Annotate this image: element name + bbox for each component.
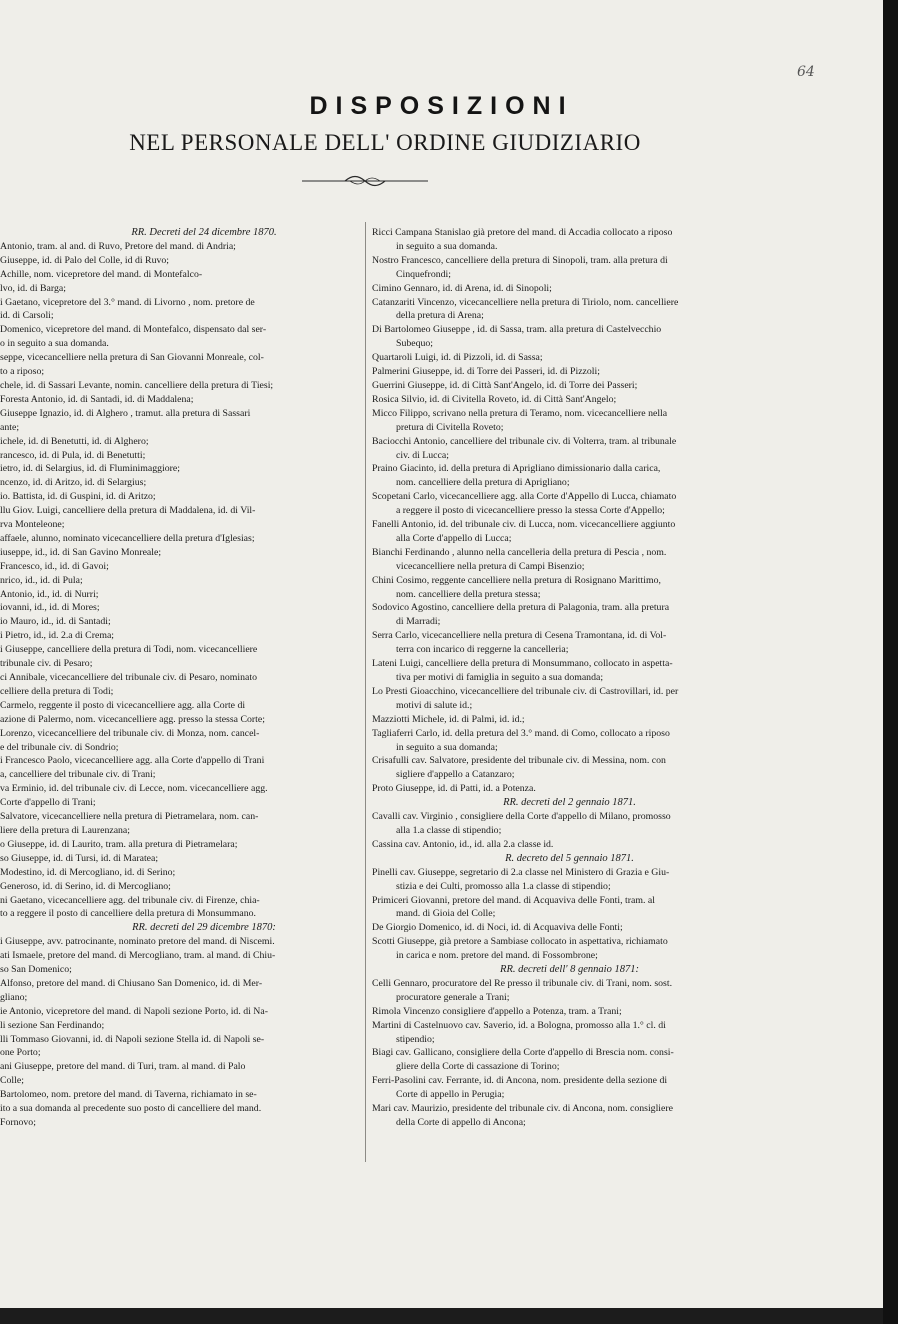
text-line: Giuseppe Ignazio, id. di Alghero , tramut. alla pretura di Sassari bbox=[0, 407, 251, 419]
text-line: i Francesco Paolo, vicecancelliere agg. alla Corte d'appello di Trani bbox=[0, 755, 265, 767]
text-line: tiva per motivi di famiglia in seguito a sua domanda; bbox=[396, 672, 604, 683]
text-line: Catanzariti Vincenzo, vicecancelliere nella pretura di Tiriolo, nom. cancelliere bbox=[372, 296, 679, 308]
text-line: pretura di Civitella Roveto; bbox=[396, 421, 504, 433]
text-line: stipendio; bbox=[396, 1033, 435, 1045]
text-line: vicecancelliere nella pretura di Campi Bisenzio; bbox=[396, 560, 585, 572]
text-line: ante; bbox=[0, 421, 20, 433]
ornament-divider-icon bbox=[300, 174, 430, 188]
text-line: ni Gaetano, vicecancelliere agg. del tribunale civ. di Firenze, chia- bbox=[0, 894, 260, 906]
text-line: nrico, id., id. di Pula; bbox=[0, 574, 83, 586]
text-line: iovanni, id., id. di Mores; bbox=[0, 602, 100, 614]
text-line: Bartolomeo, nom. pretore del mand. di Taverna, richiamato in se- bbox=[0, 1089, 257, 1101]
text-line: chele, id. di Sassari Levante, nomin. cancelliere della pretura di Tiesi; bbox=[0, 379, 274, 391]
text-line: Mari cav. Maurizio, presidente del tribunale civ. di Ancona, nom. consigliere bbox=[372, 1103, 673, 1115]
text-line: liere della pretura di Laurenzana; bbox=[0, 824, 131, 836]
text-line: Praino Giacinto, id. della pretura di Aprigliano dimissionario dalla carica, bbox=[372, 463, 661, 475]
text-line: in seguito a sua domanda; bbox=[396, 741, 498, 753]
text-line: Cassina cav. Antonio, id., id. alla 2.a classe id. bbox=[372, 838, 554, 850]
decree-heading: R. decreto del 5 gennaio 1871. bbox=[505, 852, 634, 864]
text-line: Rosica Silvio, id. di Civitella Roveto, id. di Città Sant'Angelo; bbox=[372, 393, 617, 405]
text-line: so San Domenico; bbox=[0, 964, 72, 976]
scan-border-bottom bbox=[0, 1308, 898, 1324]
text-line: Nostro Francesco, cancelliere della pretura di Sinopoli, tram. alla pretura di bbox=[372, 254, 668, 266]
right-column bbox=[372, 226, 767, 1130]
text-line: ci Annibale, vicecancelliere del tribunale civ. di Pesaro, nominato bbox=[0, 672, 257, 683]
text-line: Ferri-Pasolini cav. Ferrante, id. di Ancona, nom. presidente della sezione di bbox=[372, 1075, 668, 1087]
text-line: lli Tommaso Giovanni, id. di Napoli sezione Stella id. di Napoli se- bbox=[0, 1033, 265, 1045]
text-line: id. di Carsoli; bbox=[0, 310, 54, 322]
text-line: Alfonso, pretore del mand. di Chiusano San Domenico, id. di Mer- bbox=[0, 977, 263, 989]
text-line: Lorenzo, vicecancelliere del tribunale civ. di Monza, nom. cancel- bbox=[0, 727, 260, 739]
text-line: o Giuseppe, id. di Laurito, tram. alla pretura di Pietramelara; bbox=[0, 838, 238, 850]
text-line: in carica e nom. pretore del mand. di Fossombrone; bbox=[396, 950, 598, 962]
text-line: Cavalli cav. Virginio , consigliere della Corte d'appello di Milano, promosso bbox=[372, 811, 671, 823]
text-line: a reggere il posto di vicecancelliere presso la stessa Corte d'Appello; bbox=[396, 505, 665, 517]
text-line: Scotti Giuseppe, già pretore a Sambiase collocato in aspettativa, richiamato bbox=[372, 936, 668, 948]
decree-heading: RR. decreti del 2 gennaio 1871. bbox=[503, 797, 636, 809]
text-line: Celli Gennaro, procuratore del Re presso il tribunale civ. di Trani, nom. sost. bbox=[372, 977, 673, 989]
text-line: gliano; bbox=[0, 991, 28, 1003]
text-line: gliere della Corte di cassazione di Torino; bbox=[396, 1061, 560, 1073]
text-line: alla Corte d'appello di Lucca; bbox=[396, 532, 512, 544]
text-line: civ. di Lucca; bbox=[396, 449, 449, 461]
text-line: Generoso, id. di Serino, id. di Mercogliano; bbox=[0, 880, 171, 892]
text-line: rva Monteleone; bbox=[0, 519, 65, 531]
text-line: Lateni Luigi, cancelliere della pretura di Monsummano, collocato in aspetta- bbox=[372, 658, 673, 670]
text-line: ichele, id. di Benetutti, id. di Alghero; bbox=[0, 435, 149, 447]
text-line: Antonio, tram. al and. di Ruvo, Pretore del mand. di Andria; bbox=[0, 240, 236, 252]
text-line: Colle; bbox=[0, 1075, 24, 1087]
text-line: lvo, id. di Barga; bbox=[0, 282, 66, 294]
text-line: Crisafulli cav. Salvatore, presidente del tribunale civ. di Messina, nom. con bbox=[372, 755, 666, 767]
text-line: Fanelli Antonio, id. del tribunale civ. di Lucca, nom. vicecancelliere aggiunto bbox=[372, 519, 676, 531]
text-line: Sodovico Agostino, cancelliere della pretura di Palagonia, tram. alla pretura bbox=[372, 602, 670, 614]
text-line: tribunale civ. di Pesaro; bbox=[0, 658, 93, 670]
text-line: della pretura di Arena; bbox=[396, 310, 484, 322]
text-line: Guerrini Giuseppe, id. di Città Sant'Angelo, id. di Torre dei Passeri; bbox=[372, 379, 638, 391]
text-line: to a reggere il posto di cancelliere della pretura di Monsummano. bbox=[0, 908, 256, 920]
text-line: Palmerini Giuseppe, id. di Torre dei Passeri, id. di Pizzoli; bbox=[372, 366, 600, 378]
text-line: Scopetani Carlo, vicecancelliere agg. alla Corte d'Appello di Lucca, chiamato bbox=[372, 491, 677, 503]
text-line: a, cancelliere del tribunale civ. di Trani; bbox=[0, 769, 156, 781]
text-line: Corte d'appello di Trani; bbox=[0, 797, 96, 809]
text-line: Rimola Vincenzo consigliere d'appello a Potenza, tram. a Trani; bbox=[372, 1005, 622, 1017]
text-line: De Giorgio Domenico, id. di Noci, id. di Acquaviva delle Fonti; bbox=[372, 922, 623, 934]
text-line: Bianchi Ferdinando , alunno nella cancelleria della pretura di Pescia , nom. bbox=[372, 546, 667, 558]
text-line: io. Battista, id. di Guspini, id. di Aritzo; bbox=[0, 491, 156, 503]
text-line: ati Ismaele, pretore del mand. di Mercogliano, tram. al mand. di Chiu- bbox=[0, 950, 276, 962]
text-line: Fornovo; bbox=[0, 1117, 36, 1128]
text-line: ito a sua domanda al precedente suo posto di cancelliere del mand. bbox=[0, 1103, 262, 1115]
text-line: Domenico, vicepretore del mand. di Montefalco, dispensato dal ser- bbox=[0, 324, 267, 336]
text-line: Micco Filippo, scrivano nella pretura di Teramo, nom. vicecancelliere nella bbox=[372, 407, 668, 419]
decree-heading: RR. decreti del 29 dicembre 1870: bbox=[132, 922, 276, 934]
text-line: Cimino Gennaro, id. di Arena, id. di Sinopoli; bbox=[372, 282, 552, 294]
text-line: Biagi cav. Gallicano, consigliere della Corte d'appello di Brescia nom. consi- bbox=[372, 1047, 674, 1059]
text-line: va Erminio, id. del tribunale civ. di Lecce, nom. vicecancelliere agg. bbox=[0, 783, 268, 795]
text-line: azione di Palermo, nom. vicecancelliere agg. presso la stessa Corte; bbox=[0, 713, 265, 725]
text-line: motivi di salute id.; bbox=[396, 699, 473, 711]
text-line: ani Giuseppe, pretore del mand. di Turi, tram. al mand. di Palo bbox=[0, 1061, 246, 1073]
text-line: to a riposo; bbox=[0, 366, 45, 378]
text-line: sigliere d'appello a Catanzaro; bbox=[396, 769, 515, 781]
text-line: e del tribunale civ. di Sondrio; bbox=[0, 741, 119, 753]
text-line: Baciocchi Antonio, cancelliere del tribunale civ. di Volterra, tram. al tribunale bbox=[372, 435, 677, 447]
text-line: stizia e dei Culti, promosso alla 1.a classe di stipendio; bbox=[396, 880, 611, 892]
decree-heading: RR. Decreti del 24 dicembre 1870. bbox=[131, 227, 277, 238]
text-line: io Mauro, id., id. di Santadi; bbox=[0, 616, 111, 628]
text-line: Cinquefrondi; bbox=[396, 268, 451, 280]
text-line: Carmelo, reggente il posto di vicecancelliere agg. alla Corte di bbox=[0, 699, 246, 711]
page-subtitle: NEL PERSONALE DELL' ORDINE GIUDIZIARIO bbox=[129, 130, 641, 155]
left-column bbox=[0, 226, 358, 1130]
text-line: Pinelli cav. Giuseppe, segretario di 2.a classe nel Ministero di Grazia e Giu- bbox=[372, 866, 670, 878]
text-line: llu Giov. Luigi, cancelliere della pretura di Maddalena, id. di Vil- bbox=[0, 505, 256, 517]
text-line: Subequo; bbox=[396, 338, 434, 350]
text-line: celliere della pretura di Todi; bbox=[0, 685, 114, 697]
text-line: Lo Presti Gioacchino, vicecancelliere del tribunale civ. di Castrovillari, id. per bbox=[372, 685, 679, 697]
text-line: Francesco, id., id. di Gavoi; bbox=[0, 560, 109, 572]
text-line: Salvatore, vicecancelliere nella pretura di Pietramelara, nom. can- bbox=[0, 811, 259, 823]
text-line: o in seguito a sua domanda. bbox=[0, 338, 109, 350]
text-line: li sezione San Ferdinando; bbox=[0, 1019, 105, 1031]
text-line: Giuseppe, id. di Palo del Colle, id di Ruvo; bbox=[0, 254, 169, 266]
text-line: in seguito a sua domanda. bbox=[396, 240, 498, 252]
text-line: Primiceri Giovanni, pretore del mand. di Acquaviva delle Fonti, tram. al bbox=[372, 894, 655, 906]
text-line: affaele, alunno, nominato vicecancelliere della pretura d'Iglesias; bbox=[0, 532, 255, 544]
text-line: Corte di appello in Perugia; bbox=[396, 1089, 505, 1101]
text-line: i Giuseppe, cancelliere della pretura di Todi, nom. vicecancelliere bbox=[0, 644, 258, 656]
text-line: Mazziotti Michele, id. di Palmi, id. id.; bbox=[372, 713, 525, 725]
text-line: terra con incarico di reggerne la cancelleria; bbox=[396, 644, 569, 656]
text-line: Tagliaferri Carlo, id. della pretura del 3.° mand. di Como, collocato a riposo bbox=[372, 727, 670, 739]
text-line: mand. di Gioia del Colle; bbox=[396, 908, 496, 920]
text-line: Chini Cosimo, reggente cancelliere nella pretura di Rosignano Marittimo, bbox=[372, 574, 661, 586]
text-line: alla 1.a classe di stipendio; bbox=[396, 824, 502, 836]
text-line: della Corte di appello di Ancona; bbox=[396, 1117, 526, 1128]
text-line: Proto Giuseppe, id. di Patti, id. a Potenza. bbox=[372, 783, 536, 795]
text-line: procuratore generale a Trani; bbox=[396, 991, 510, 1003]
text-line: Martini di Castelnuovo cav. Saverio, id. a Bologna, promosso alla 1.° cl. di bbox=[372, 1019, 666, 1031]
text-line: Foresta Antonio, id. di Santadi, id. di Maddalena; bbox=[0, 393, 194, 405]
text-line: di Marradi; bbox=[396, 616, 441, 628]
text-line: ietro, id. di Selargius, id. di Fluminimaggiore; bbox=[0, 463, 180, 475]
decree-heading: RR. decreti dell' 8 gennaio 1871: bbox=[500, 964, 639, 976]
text-line: one Porto; bbox=[0, 1047, 41, 1059]
text-line: i Gaetano, vicepretore del 3.° mand. di Livorno , nom. pretore de bbox=[0, 296, 255, 308]
text-line: Antonio, id., id. di Nurri; bbox=[0, 588, 99, 600]
text-line: Ricci Campana Stanislao già pretore del mand. di Accadia collocato a riposo bbox=[372, 227, 673, 238]
text-line: so Giuseppe, id. di Tursi, id. di Maratea; bbox=[0, 852, 159, 864]
text-line: Di Bartolomeo Giuseppe , id. di Sassa, tram. alla pretura di Castelvecchio bbox=[372, 324, 662, 336]
text-line: rancesco, id. di Pula, id. di Benetutti; bbox=[0, 449, 146, 461]
scan-border-right bbox=[883, 0, 898, 1324]
text-line: iuseppe, id., id. di San Gavino Monreale; bbox=[0, 546, 162, 558]
text-line: Achille, nom. vicepretore del mand. di Montefalco- bbox=[0, 268, 203, 280]
text-line: ncenzo, id. di Aritzo, id. di Selargius; bbox=[0, 477, 147, 489]
text-line: Modestino, id. di Mercogliano, id. di Serino; bbox=[0, 866, 176, 878]
text-line: i Pietro, id., id. 2.a di Crema; bbox=[0, 630, 115, 642]
column-divider bbox=[365, 222, 366, 1162]
text-line: Quartaroli Luigi, id. di Pizzoli, id. di Sassa; bbox=[372, 352, 543, 364]
text-line: ie Antonio, vicepretore del mand. di Napoli sezione Porto, id. di Na- bbox=[0, 1005, 268, 1017]
text-line: nom. cancelliere della pretura di Aprigliano; bbox=[396, 477, 570, 489]
text-line: nom. cancelliere della pretura stessa; bbox=[396, 588, 541, 600]
page-title: DISPOSIZIONI bbox=[309, 92, 574, 120]
text-line: Serra Carlo, vicecancelliere nella pretura di Cesena Tramontana, id. di Vol- bbox=[372, 630, 667, 642]
text-line: i Giuseppe, avv. patrocinante, nominato pretore del mand. di Niscemi. bbox=[0, 936, 275, 948]
text-line: seppe, vicecancelliere nella pretura di San Giovanni Monreale, col- bbox=[0, 352, 264, 364]
page-number: 64 bbox=[797, 64, 815, 80]
